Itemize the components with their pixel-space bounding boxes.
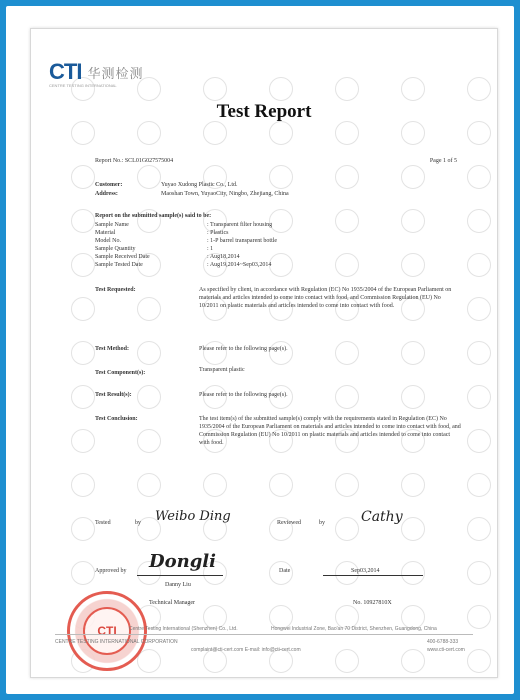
test-results-label: Test Result(s): xyxy=(95,392,132,398)
sample-row: Material : Plastics xyxy=(95,230,229,236)
watermark-icon xyxy=(71,121,95,145)
test-method-text: Please refer to the following page(s). xyxy=(199,346,288,352)
stamp-center: CTI xyxy=(83,607,131,655)
watermark-icon xyxy=(269,165,293,189)
watermark-icon xyxy=(467,517,491,541)
watermark-icon xyxy=(401,121,425,145)
watermark-icon xyxy=(401,517,425,541)
sample-row: Sample Received Date : Aug18,2014 xyxy=(95,254,240,260)
watermark-icon xyxy=(401,77,425,101)
approver-title: Technical Manager xyxy=(149,600,196,606)
tested-by: by xyxy=(135,520,141,526)
tested-signature: Weibo Ding xyxy=(155,509,231,524)
footer-corporation: CENTRE TESTING INTERNATIONAL CORPORATION xyxy=(55,639,178,645)
watermark-icon xyxy=(335,517,359,541)
watermark-icon xyxy=(71,165,95,189)
test-component-label: Test Component(s): xyxy=(95,370,146,376)
watermark-icon xyxy=(71,341,95,365)
test-conclusion-text: The test item(s) of the submitted sample(s) comply with the requirements stated in Regulation (EC) No 1935/2004 of the European Parliament on materials and articles intended to come into contact with food, and Commission Regulation (EU) No 10/2011 on plastic materials and articles intended to come into contact with food. xyxy=(199,416,461,446)
watermark-icon xyxy=(401,165,425,189)
watermark-icon xyxy=(137,121,161,145)
watermark-icon xyxy=(137,297,161,321)
test-method-label: Test Method: xyxy=(95,346,129,352)
sample-row: Sample Tested Date : Aug19,2014~Sep03,2014 xyxy=(95,262,272,268)
footer-address: Hongwei Industrial Zone, Bao'an 70 District, Shenzhen, Guangdong, China xyxy=(271,626,437,632)
watermark-icon xyxy=(335,165,359,189)
watermark-icon xyxy=(467,429,491,453)
test-requested-label: Test Requested: xyxy=(95,287,136,293)
watermark-icon xyxy=(401,561,425,585)
watermark-icon xyxy=(71,253,95,277)
page-title: Test Report xyxy=(216,101,312,122)
watermark-icon xyxy=(71,385,95,409)
reviewed-signature: Cathy xyxy=(361,509,403,525)
date-label: Date xyxy=(279,568,291,574)
watermark-icon xyxy=(335,473,359,497)
approval-line xyxy=(137,575,223,576)
cti-logo xyxy=(49,59,143,85)
watermark-icon xyxy=(203,473,227,497)
watermark-icon xyxy=(401,253,425,277)
watermark-icon xyxy=(335,649,359,673)
watermark-icon xyxy=(401,649,425,673)
report-number: Report No.: SCL01G027575004 xyxy=(95,158,174,164)
certificate-number: No. 10927810X xyxy=(353,600,392,606)
watermark-icon xyxy=(467,297,491,321)
watermark-icon xyxy=(71,517,95,541)
page-frame xyxy=(6,6,514,694)
watermark-icon xyxy=(335,77,359,101)
watermark-icon xyxy=(467,473,491,497)
date-line xyxy=(323,575,423,576)
logo-chinese: 华测检测 xyxy=(87,66,144,82)
watermark-icon xyxy=(137,473,161,497)
watermark-icon xyxy=(269,77,293,101)
date-value: Sep03,2014 xyxy=(351,568,380,574)
watermark-icon xyxy=(467,605,491,629)
approver-name: Danny Liu xyxy=(165,582,191,588)
test-component-text: Transparent plastic xyxy=(199,367,245,373)
report-sheet xyxy=(30,28,498,678)
sample-row: Sample Quantity : 1 xyxy=(95,246,214,252)
watermark-icon xyxy=(71,473,95,497)
watermark-icon xyxy=(467,561,491,585)
watermark-icon xyxy=(401,209,425,233)
approved-label: Approved by xyxy=(95,568,127,574)
watermark-icon xyxy=(335,121,359,145)
reviewed-by: by xyxy=(319,520,325,526)
watermark-icon xyxy=(71,297,95,321)
sample-row: Model No. : 1-P barrel transparent bottle xyxy=(95,238,278,244)
sample-heading: Report on the submitted sample(s) said to be: xyxy=(95,213,212,219)
footer-hotline: 400-6788-333 xyxy=(427,639,459,645)
watermark-icon xyxy=(71,429,95,453)
page-number: Page 1 of 5 xyxy=(429,158,457,164)
address-label: Address: xyxy=(95,191,118,197)
test-results-text: Please refer to the following page(s). xyxy=(199,392,288,398)
watermark-icon xyxy=(137,429,161,453)
watermark-icon xyxy=(467,165,491,189)
watermark-icon xyxy=(467,253,491,277)
customer-label: Customer: xyxy=(95,182,123,188)
watermark-icon xyxy=(203,77,227,101)
logo-text: CTI xyxy=(49,59,82,84)
watermark-icon xyxy=(71,209,95,233)
footer-web: www.cti-cert.com xyxy=(427,647,465,653)
watermark-icon xyxy=(467,77,491,101)
watermark-icon xyxy=(269,121,293,145)
watermark-icon xyxy=(467,209,491,233)
test-conclusion-label: Test Conclusion: xyxy=(95,416,138,422)
watermark-icon xyxy=(335,209,359,233)
sample-row: Sample Name : Transparent filter housing xyxy=(95,222,273,228)
logo-subtitle: CENTRE TESTING INTERNATIONAL xyxy=(49,83,117,88)
sample-table xyxy=(95,221,277,269)
footer-rule xyxy=(55,634,473,635)
watermark-icon xyxy=(467,385,491,409)
watermark-icon xyxy=(335,253,359,277)
watermark-icon xyxy=(71,561,95,585)
footer-contact: complaint@cti-cert.com E-mail: info@cti-cert.com xyxy=(191,647,301,653)
watermark-icon xyxy=(467,649,491,673)
watermark-icon xyxy=(203,121,227,145)
footer-company: Centre Testing International (Shenzhen) Co., Ltd. xyxy=(129,626,238,632)
watermark-icon xyxy=(401,473,425,497)
watermark-icon xyxy=(467,341,491,365)
watermark-icon xyxy=(269,473,293,497)
customer-value: Yuyao Xudong Plastic Co., Ltd. xyxy=(161,182,238,188)
address-value: Maoshan Town, YuyaoCity, Ningbo, Zhejiang, China xyxy=(161,191,289,197)
reviewed-label: Reviewed xyxy=(277,520,301,526)
test-requested-text: As specified by client, in accordance with Regulation (EC) No 1935/2004 of the European Parliament on materials and articles intended to come into contact with food, and Commission Regulation (EU) No 10/2011 on plastic materials and articles intended to come into contact with food. xyxy=(199,287,452,309)
tested-label: Tested xyxy=(95,520,111,526)
approved-signature: Dongli xyxy=(149,551,216,572)
watermark-icon xyxy=(467,121,491,145)
